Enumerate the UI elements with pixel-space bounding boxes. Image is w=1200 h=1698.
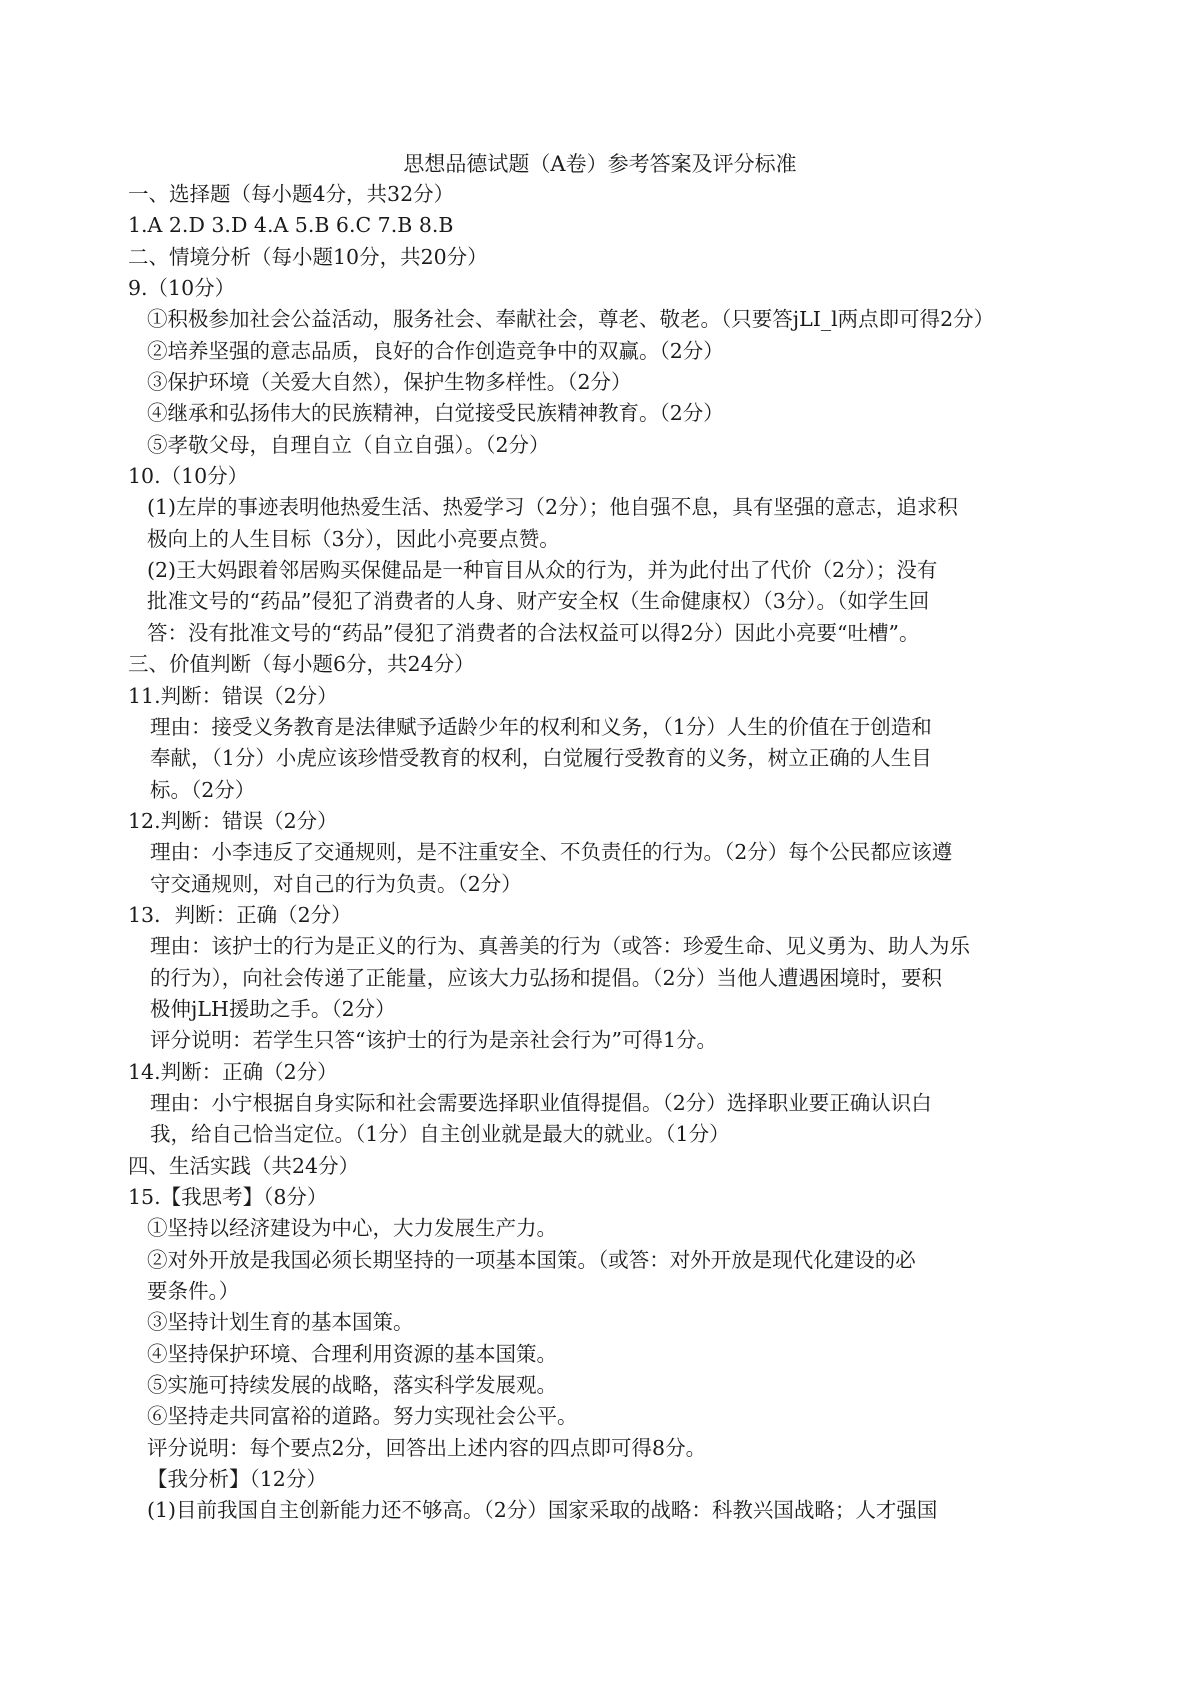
text-line: 答：没有批准文号的“药品”侵犯了消费者的合法权益可以得2分）因此小亮要“吐槽”。 [147,620,920,645]
text-line: ③保护环境（关爱大自然），保护生物多样性。（2分） [147,370,632,395]
text-line: 一、选择题（每小题4分，共32分） [128,182,455,206]
text-line: 9.（10分） [128,276,236,301]
text-line: ①积极参加社会公益活动，服务社会、奉献社会，尊老、敬老。（只要答jLI_l两点即可得2分） [147,307,995,332]
text-line: (1)左岸的事迹表明他热爱生活、热爱学习（2分）；他自强不息，具有坚强的意志，追求积 [147,495,958,520]
text-line: ①坚持以经济建设为中心，大力发展生产力。 [147,1216,557,1241]
text-line: 1.A 2.D 3.D 4.A 5.B 6.C 7.B 8.B [128,213,454,238]
text-line: 13．判断：正确（2分） [128,902,352,927]
text-line: 【我分析】（12分） [147,1467,327,1492]
text-line: 14.判断：正确（2分） [128,1059,338,1084]
text-line: 批准文号的“药品”侵犯了消费者的人身、财产安全权（生命健康权）（3分）。（如学生回 [147,589,930,614]
text-line: 三、价值判断（每小题6分，共24分） [128,652,475,677]
text-line: 的行为），向社会传递了正能量，应该大力弘扬和提倡。（2分）当他人遭遇困境时，要积 [150,965,943,990]
text-line: 10.（10分） [128,464,249,489]
text-line: ⑤孝敬父母，自理自立（自立自强）。（2分） [147,432,550,457]
text-line: 要条件。） [147,1279,240,1304]
text-line: 四、生活实践（共24分） [128,1153,360,1178]
text-line: ③坚持计划生育的基本国策。 [147,1310,414,1335]
text-line: (2)王大妈跟着邻居购买保健品是一种盲目从众的行为，并为此付出了代价（2分）；没有 [147,558,938,583]
text-line: 理由：该护士的行为是正义的行为、真善美的行为（或答：珍爱生命、见义勇为、助人为乐 [150,934,970,959]
text-line: 评分说明：若学生只答“该护士的行为是亲社会行为”可得1分。 [150,1028,718,1053]
text-line: 奉献，（1分）小虎应该珍惜受教育的权利，白觉履行受教育的义务，树立正确的人生目 [150,746,932,771]
text-line: 理由：小李违反了交通规则，是不注重安全、不负责任的行为。（2分）每个公民都应该遵 [150,840,953,865]
text-line: ⑤实施可持续发展的战略，落实科学发展观。 [147,1373,557,1398]
text-line: ②对外开放是我国必须长期坚持的一项基本国策。（或答：对外开放是现代化建设的必 [147,1247,916,1272]
text-line: ④继承和弘扬伟大的民族精神，白觉接受民族精神教育。（2分） [147,401,724,426]
text-line: 极伸jLH援助之手。（2分） [150,996,396,1021]
text-line: (1)目前我国自主创新能力还不够高。（2分）国家采取的战略：科教兴国战略；人才强国 [147,1498,938,1523]
text-line: 守交通规则，对自己的行为负责。（2分） [150,871,522,896]
text-line: 理由：接受义务教育是法律赋予适龄少年的权利和义务，（1分）人生的价值在于创造和 [150,714,932,739]
text-line: 11.判断：错误（2分） [128,683,338,708]
page-title: 思想品德试题（A卷）参考答案及评分标准 [403,152,797,176]
text-line: 15.【我思考】（8分） [128,1185,328,1209]
text-line: ②培养坚强的意志品质，良好的合作创造竞争中的双赢。（2分） [147,338,724,363]
text-line: 极向上的人生目标（3分），因此小亮要点赞。 [147,526,560,551]
text-line: 标。（2分） [150,777,256,802]
text-line: ④坚持保护环境、合理利用资源的基本国策。 [147,1341,557,1366]
text-line: 我，给自己恰当定位。（1分）自主创业就是最大的就业。（1分） [150,1122,730,1147]
text-line: ⑥坚持走共同富裕的道路。努力实现社会公平。 [147,1404,578,1429]
text-line: 评分说明：每个要点2分，回答出上述内容的四点即可得8分。 [147,1435,707,1460]
text-line: 12.判断：错误（2分） [128,808,338,833]
text-line: 二、情境分析（每小题10分，共20分） [128,244,488,269]
answer-body [0,179,1200,1527]
text-line: 理由：小宁根据自身实际和社会需要选择职业值得提倡。（2分）选择职业要正确认识白 [150,1090,932,1115]
